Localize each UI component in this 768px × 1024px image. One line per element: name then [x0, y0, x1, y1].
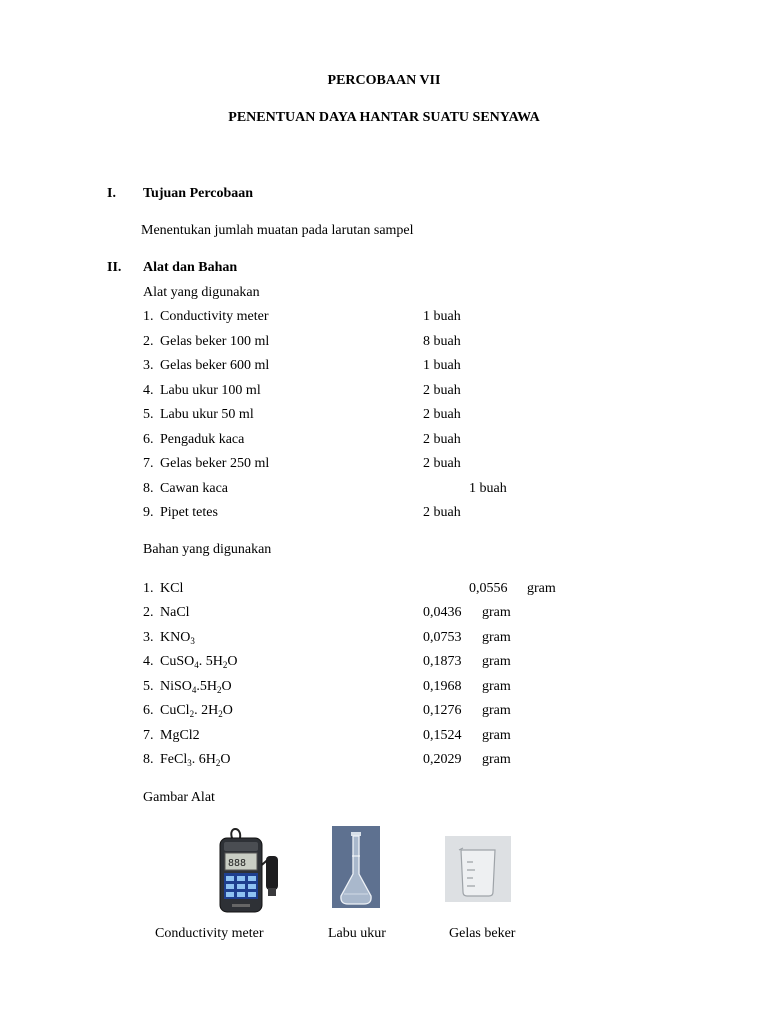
- list-item-name: Pipet tetes: [160, 505, 218, 520]
- material-unit: gram: [482, 605, 511, 620]
- material-name: MgCl2: [160, 728, 200, 743]
- list-item-name: Labu ukur 100 ml: [160, 383, 261, 398]
- list-item-number: 4.: [143, 654, 154, 669]
- material-unit: gram: [527, 581, 556, 596]
- list-item-qty: 2 buah: [423, 432, 461, 447]
- material-amount: 0,1524: [423, 728, 462, 743]
- figure-caption: Labu ukur: [328, 926, 386, 941]
- list-item-name: Gelas beker 600 ml: [160, 358, 270, 373]
- material-amount: 0,1276: [423, 703, 462, 718]
- material-amount: 0,0753: [423, 630, 462, 645]
- list-item-qty: 1 buah: [423, 358, 461, 373]
- list-item-number: 7.: [143, 728, 154, 743]
- material-unit: gram: [482, 703, 511, 718]
- list-item-number: 2.: [143, 605, 154, 620]
- material-unit: gram: [482, 654, 511, 669]
- material-name: KCl: [160, 581, 184, 596]
- page-title: PERCOBAAN VII: [327, 73, 441, 88]
- list-item-number: 3.: [143, 358, 154, 373]
- beaker-icon: [445, 836, 511, 902]
- section-1-heading: Tujuan Percobaan: [143, 186, 254, 201]
- list-item-name: Pengaduk kaca: [160, 432, 245, 447]
- material-name: FeCl$_3$. $6H_2O$: [160, 752, 231, 768]
- list-item-name: Conductivity meter: [160, 309, 269, 324]
- figure-caption: Gelas beker: [449, 926, 516, 941]
- section-2-number: II.: [107, 260, 122, 275]
- list-item-number: 3.: [143, 630, 154, 645]
- tools-intro: Alat yang digunakan: [143, 285, 260, 300]
- material-unit: gram: [482, 752, 511, 767]
- list-item-number: 1.: [143, 581, 154, 596]
- list-item-name: Gelas beker 250 ml: [160, 456, 270, 471]
- list-item-qty: 2 buah: [423, 456, 461, 471]
- list-item-number: 4.: [143, 383, 154, 398]
- list-item-qty: 1 buah: [469, 481, 507, 496]
- list-item-qty: 2 buah: [423, 407, 461, 422]
- page-subtitle: PENENTUAN DAYA HANTAR SUATU SENYAWA: [228, 110, 540, 125]
- material-unit: gram: [482, 630, 511, 645]
- material-unit: gram: [482, 728, 511, 743]
- list-item-number: 2.: [143, 334, 154, 349]
- list-item-name: Gelas beker 100 ml: [160, 334, 270, 349]
- section-1-text: Menentukan jumlah muatan pada larutan sampel: [141, 223, 414, 238]
- material-amount: 0,1873: [423, 654, 462, 669]
- svg-text:888: 888: [228, 858, 247, 869]
- material-amount: 0,0436: [423, 605, 462, 620]
- material-name: NaCl: [160, 605, 190, 620]
- list-item-number: 8.: [143, 752, 154, 767]
- conductivity-meter-icon: [218, 828, 288, 916]
- list-item-name: Labu ukur 50 ml: [160, 407, 254, 422]
- section-2-heading: Alat dan Bahan: [143, 260, 238, 275]
- list-item-number: 7.: [143, 456, 154, 471]
- material-amount: 0,2029: [423, 752, 462, 767]
- section-1-number: I.: [107, 186, 116, 201]
- material-name: CuSO$_4$. $5H_2O$: [160, 654, 238, 670]
- list-item-number: 5.: [143, 407, 154, 422]
- list-item-number: 1.: [143, 309, 154, 324]
- list-item-qty: 2 buah: [423, 505, 461, 520]
- material-name: CuCl$_2$. $2H_2O$: [160, 703, 233, 719]
- list-item-number: 8.: [143, 481, 154, 496]
- material-name: $KNO_3$: [160, 630, 195, 646]
- material-unit: gram: [482, 679, 511, 694]
- materials-intro: Bahan yang digunakan: [143, 542, 272, 557]
- list-item-number: 6.: [143, 432, 154, 447]
- figure-caption: Conductivity meter: [155, 926, 264, 941]
- list-item-name: Cawan kaca: [160, 481, 229, 496]
- list-item-qty: 8 buah: [423, 334, 461, 349]
- list-item-number: 5.: [143, 679, 154, 694]
- figures-intro: Gambar Alat: [143, 790, 215, 805]
- list-item-qty: 2 buah: [423, 383, 461, 398]
- list-item-number: 6.: [143, 703, 154, 718]
- material-amount: 0,1968: [423, 679, 462, 694]
- material-name: $NiSO_4.5H_2O$: [160, 679, 232, 695]
- material-amount: 0,0556: [469, 581, 508, 596]
- list-item-qty: 1 buah: [423, 309, 461, 324]
- volumetric-flask-icon: [332, 826, 380, 908]
- list-item-number: 9.: [143, 505, 154, 520]
